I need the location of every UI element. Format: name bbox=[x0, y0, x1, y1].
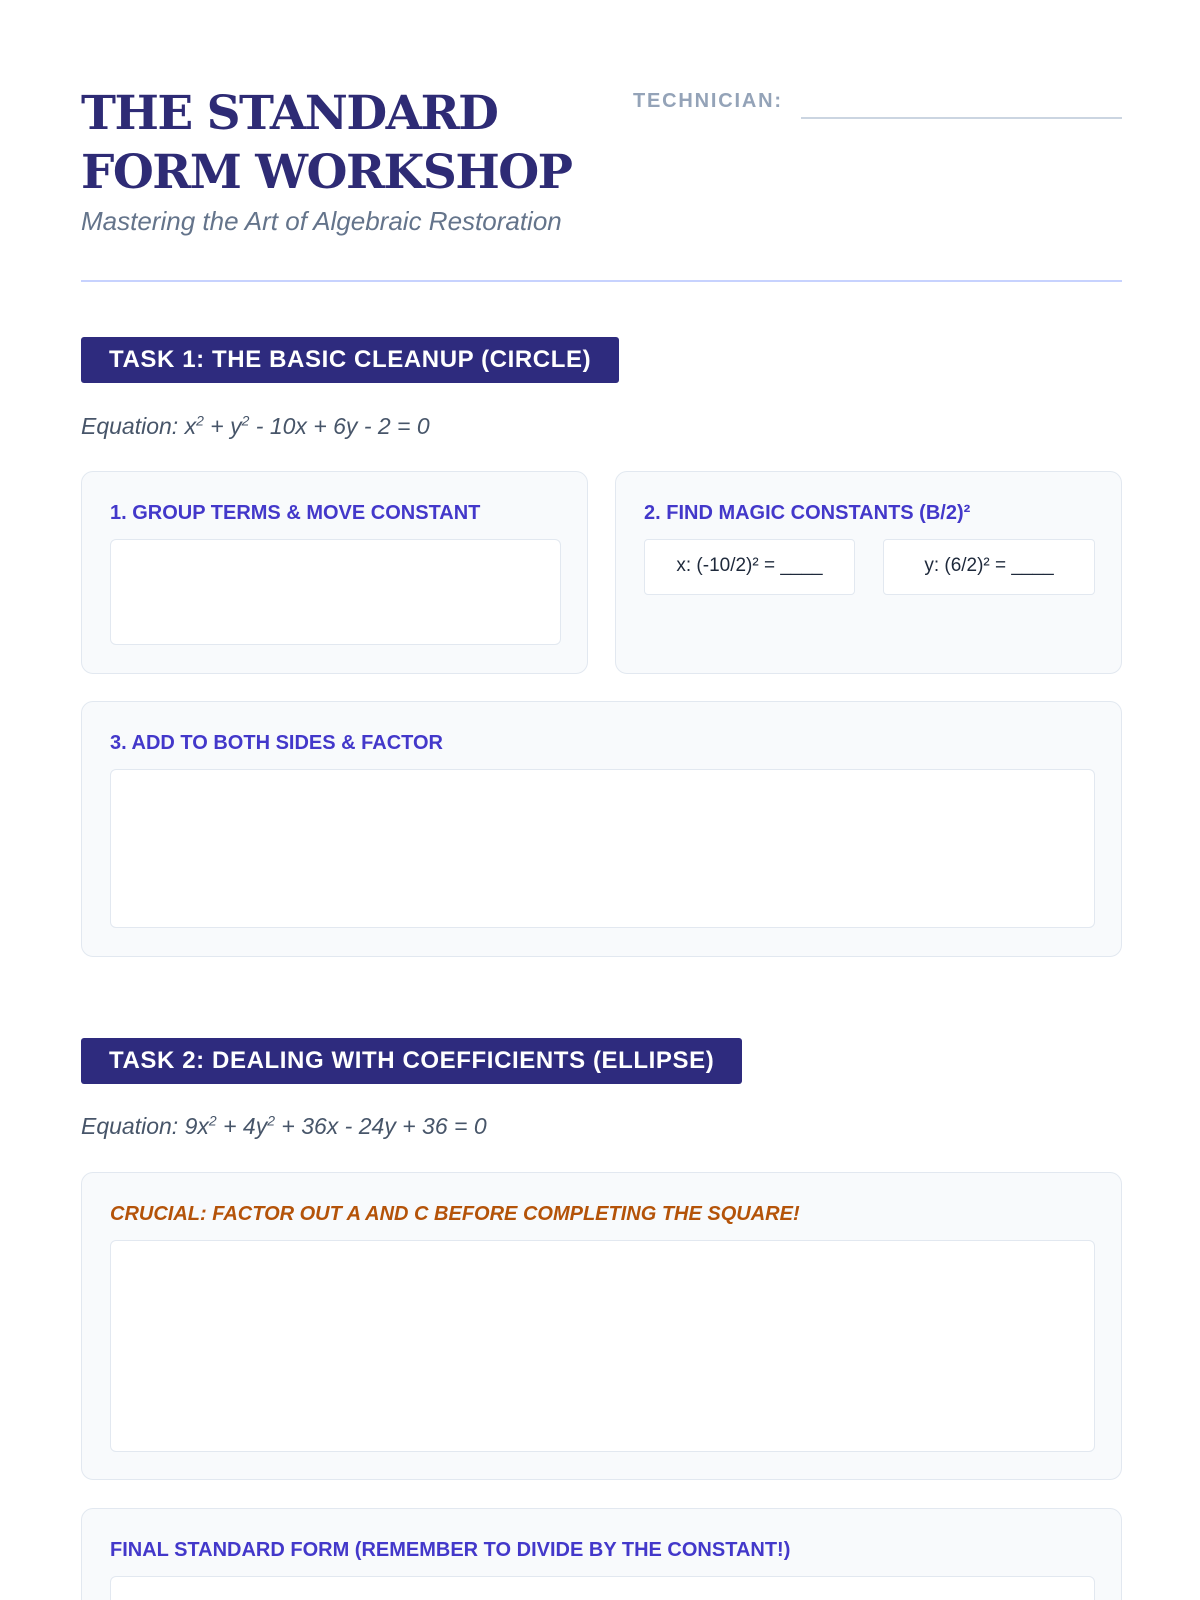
header-divider bbox=[81, 280, 1122, 282]
step1-answer-box[interactable] bbox=[110, 539, 561, 645]
task1-label: TASK 1: THE BASIC CLEANUP (CIRCLE) bbox=[81, 337, 619, 383]
equation-term: + 4y bbox=[216, 1113, 268, 1139]
equation-exponent: 2 bbox=[208, 1112, 217, 1129]
equation-term: + y bbox=[203, 413, 242, 439]
equation-term: - 10x + 6y - 2 = 0 bbox=[249, 413, 430, 439]
equation-prefix: Equation: bbox=[81, 413, 179, 439]
step2-card bbox=[615, 471, 1122, 674]
task1-equation bbox=[81, 413, 430, 440]
final-form-answer-box[interactable] bbox=[110, 1576, 1095, 1600]
step1-title: 1. GROUP TERMS & MOVE CONSTANT bbox=[110, 502, 481, 524]
crucial-note: CRUCIAL: FACTOR OUT A AND C BEFORE COMPLETING THE SQUARE! bbox=[110, 1203, 800, 1225]
final-form-title: FINAL STANDARD FORM (REMEMBER TO DIVIDE BY THE CONSTANT!) bbox=[110, 1539, 791, 1561]
technician-label: TECHNICIAN: bbox=[633, 90, 783, 112]
step3-card bbox=[81, 701, 1122, 957]
equation-exponent: 2 bbox=[241, 412, 250, 429]
task2-work-box[interactable] bbox=[110, 1240, 1095, 1452]
y-magic-constant-box[interactable]: y: (6/2)² = ____ bbox=[883, 539, 1095, 595]
equation-term: 9x bbox=[184, 1113, 209, 1139]
task2-work-card bbox=[81, 1172, 1122, 1480]
equation-term: x bbox=[184, 413, 197, 439]
technician-name-field[interactable] bbox=[801, 117, 1122, 119]
task2-label: TASK 2: DEALING WITH COEFFICIENTS (ELLIPSE) bbox=[81, 1038, 742, 1084]
step1-card bbox=[81, 471, 588, 674]
step2-title: 2. FIND MAGIC CONSTANTS (B/2)² bbox=[644, 502, 971, 524]
task2-equation bbox=[81, 1113, 487, 1140]
equation-exponent: 2 bbox=[267, 1112, 275, 1129]
step3-answer-box[interactable] bbox=[110, 769, 1095, 928]
page-title: THE STANDARD FORM WORKSHOP bbox=[81, 86, 572, 200]
step3-title: 3. ADD TO BOTH SIDES & FACTOR bbox=[110, 732, 443, 754]
page-subtitle: Mastering the Art of Algebraic Restoration bbox=[81, 206, 562, 236]
equation-exponent: 2 bbox=[196, 412, 204, 429]
worksheet-header bbox=[81, 84, 1122, 284]
equation-term: + 36x - 24y + 36 = 0 bbox=[275, 1113, 487, 1139]
equation-prefix: Equation: bbox=[81, 1113, 179, 1139]
x-magic-constant-box[interactable]: x: (-10/2)² = ____ bbox=[644, 539, 855, 595]
final-form-card bbox=[81, 1508, 1122, 1600]
